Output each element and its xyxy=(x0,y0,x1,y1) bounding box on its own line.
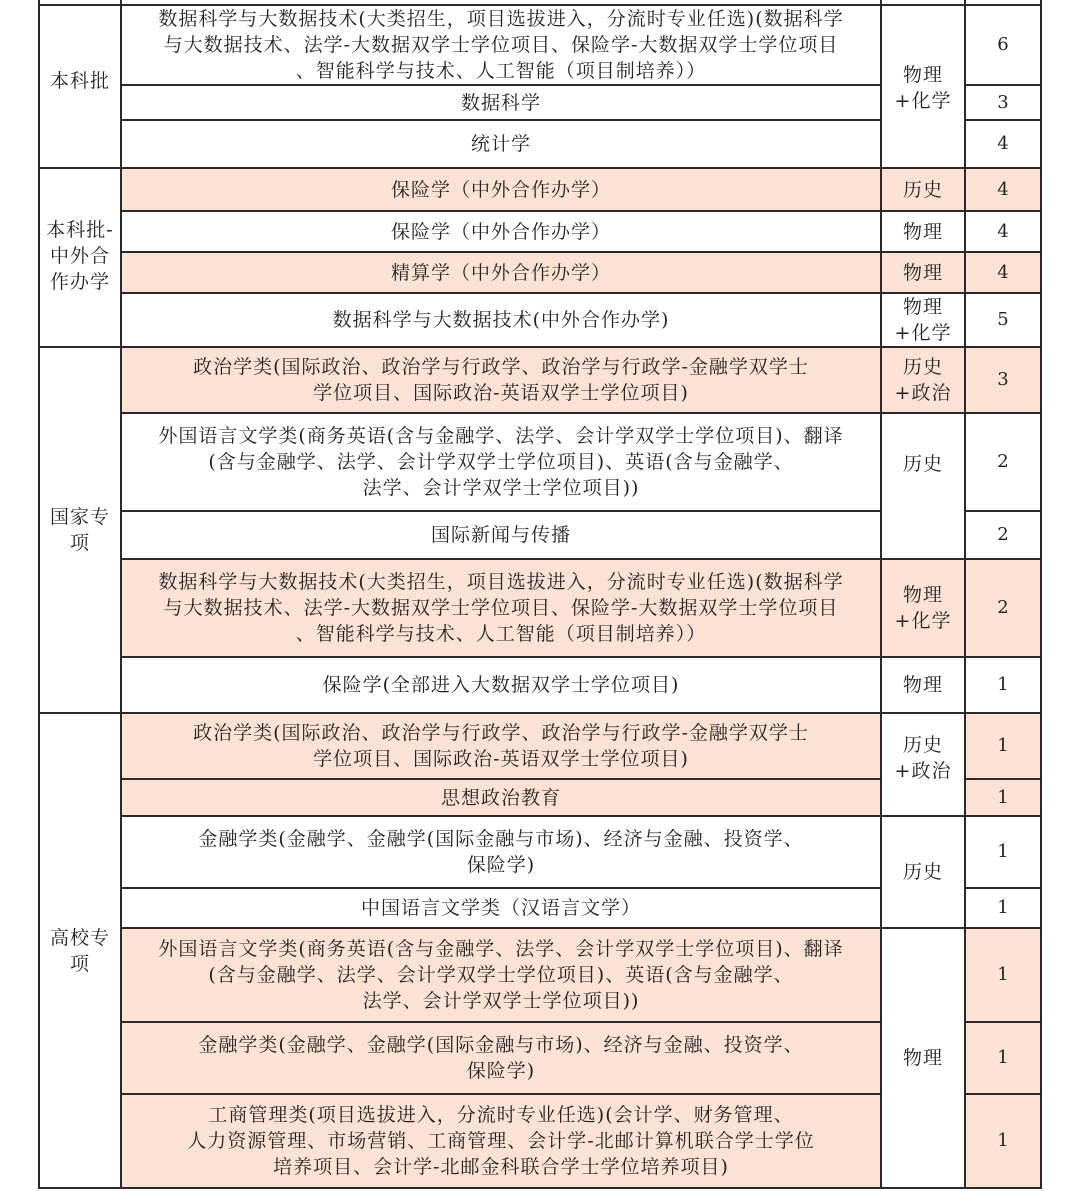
count-cell: 4 xyxy=(965,252,1041,293)
count-cell: 2 xyxy=(965,511,1041,559)
major-cell: 外国语言文学类(商务英语(含与金融学、法学、会计学双学士学位项目)、翻译 (含与金融学、法学、会计学双学士学位项目)、英语(含与金融学、 法学、会计学双学士学位项目)) xyxy=(121,928,881,1022)
subject-cell: 物理+化学 xyxy=(881,559,965,657)
major-cell: 中国语言文学类（汉语言文学） xyxy=(121,888,881,928)
count-cell: 1 xyxy=(965,816,1041,888)
table-row xyxy=(39,816,1041,888)
major-cell: 数据科学 xyxy=(121,85,881,120)
subject-cell: 物理+化学 xyxy=(881,293,965,347)
group-label-benke: 本科批 xyxy=(39,5,121,168)
subject-cell: 历史+政治 xyxy=(881,347,965,413)
count-cell: 2 xyxy=(965,559,1041,657)
major-cell: 保险学（中外合作办学） xyxy=(121,168,881,211)
table-row xyxy=(39,559,1041,657)
count-cell: 1 xyxy=(965,657,1041,713)
count-cell: 1 xyxy=(965,1022,1041,1094)
major-cell: 政治学类(国际政治、政治学与行政学、政治学与行政学-金融学双学士 学位项目、国际政治-英语双学士学位项目) xyxy=(121,713,881,779)
table-row xyxy=(39,413,1041,511)
count-cell: 1 xyxy=(965,713,1041,779)
major-cell: 金融学类(金融学、金融学(国际金融与市场)、经济与金融、投资学、 保险学) xyxy=(121,816,881,888)
table-row xyxy=(39,168,1041,211)
table-row xyxy=(39,252,1041,293)
group-label-gaoxiao: 高校专项 xyxy=(39,713,121,1188)
major-cell: 国际新闻与传播 xyxy=(121,511,881,559)
major-cell: 金融学类(金融学、金融学(国际金融与市场)、经济与金融、投资学、 保险学) xyxy=(121,1022,881,1094)
major-cell: 数据科学与大数据技术(大类招生，项目选拔进入，分流时专业任选)(数据科学 与大数据技术、法学-大数据双学士学位项目、保险学-大数据双学士学位项目 、智能科学与技术、人工智能（项目制培养）） xyxy=(121,559,881,657)
count-cell: 4 xyxy=(965,120,1041,168)
count-cell: 1 xyxy=(965,928,1041,1022)
table-row xyxy=(39,211,1041,252)
count-cell: 4 xyxy=(965,168,1041,211)
count-cell: 1 xyxy=(965,1094,1041,1188)
major-cell: 保险学（中外合作办学） xyxy=(121,211,881,252)
count-cell: 6 xyxy=(965,5,1041,85)
count-cell: 2 xyxy=(965,413,1041,511)
major-cell: 外国语言文学类(商务英语(含与金融学、法学、会计学双学士学位项目)、翻译 (含与金融学、法学、会计学双学士学位项目)、英语(含与金融学、 法学、会计学双学士学位项目)) xyxy=(121,413,881,511)
table-row xyxy=(39,713,1041,779)
major-cell: 统计学 xyxy=(121,120,881,168)
major-cell: 数据科学与大数据技术(中外合作办学) xyxy=(121,293,881,347)
admission-plan-table xyxy=(38,0,1042,1189)
major-cell: 思想政治教育 xyxy=(121,779,881,816)
count-cell: 5 xyxy=(965,293,1041,347)
table-row xyxy=(39,657,1041,713)
count-cell: 1 xyxy=(965,779,1041,816)
group-label-guojia: 国家专项 xyxy=(39,347,121,713)
subject-cell: 历史+政治 xyxy=(881,713,965,816)
subject-cell: 历史 xyxy=(881,168,965,211)
subject-cell: 物理 xyxy=(881,211,965,252)
subject-cell: 物理 xyxy=(881,928,965,1188)
table-row xyxy=(39,5,1041,85)
count-cell: 1 xyxy=(965,888,1041,928)
major-cell: 政治学类(国际政治、政治学与行政学、政治学与行政学-金融学双学士 学位项目、国际政治-英语双学士学位项目) xyxy=(121,347,881,413)
count-cell: 3 xyxy=(965,347,1041,413)
group-label-zhongwai: 本科批-中外合作办学 xyxy=(39,168,121,347)
subject-cell: 历史 xyxy=(881,413,965,559)
major-cell: 工商管理类(项目选拔进入，分流时专业任选)(会计学、财务管理、 人力资源管理、市场营销、工商管理、会计学-北邮计算机联合学士学位 培养项目、会计学-北邮金科联合学士学位培养项目) xyxy=(121,1094,881,1188)
subject-cell: 历史 xyxy=(881,816,965,928)
count-cell: 3 xyxy=(965,85,1041,120)
major-cell: 精算学（中外合作办学） xyxy=(121,252,881,293)
table-row xyxy=(39,293,1041,347)
major-cell: 保险学(全部进入大数据双学士学位项目) xyxy=(121,657,881,713)
subject-cell: 物理 xyxy=(881,252,965,293)
table-row xyxy=(39,928,1041,1022)
subject-cell: 物理+化学 xyxy=(881,5,965,168)
subject-cell: 物理 xyxy=(881,657,965,713)
major-cell: 数据科学与大数据技术(大类招生，项目选拔进入，分流时专业任选)(数据科学 与大数据技术、法学-大数据双学士学位项目、保险学-大数据双学士学位项目 、智能科学与技术、人工智能（项目制培养）） xyxy=(121,5,881,85)
count-cell: 4 xyxy=(965,211,1041,252)
table-row xyxy=(39,347,1041,413)
